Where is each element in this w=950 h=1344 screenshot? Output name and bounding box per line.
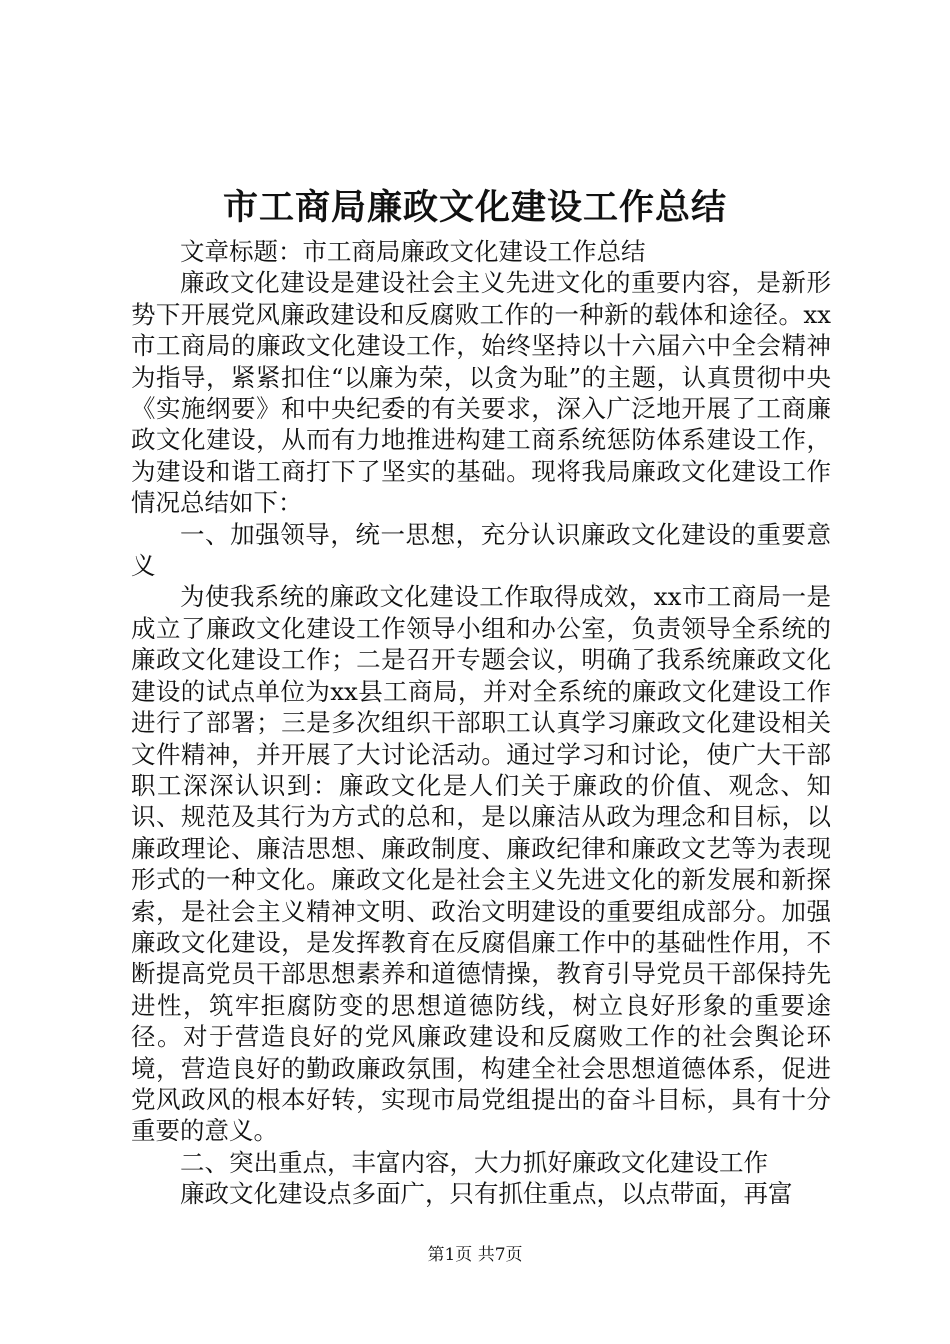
document-title: 市工商局廉政文化建设工作总结 xyxy=(222,187,727,228)
page-number-footer: 第1页 共7页 xyxy=(427,1245,523,1265)
section-heading-2: 二、突出重点，丰富内容，大力抓好廉政文化建设工作 xyxy=(180,1147,768,1177)
paragraph-intro: 廉政文化建设是建设社会主义先进文化的重要内容，是新形势下开展党风廉政建设和反腐败工作的一种新的载体和途径。xx市工商局的廉政文化建设工作，始终坚持以十六届六中全会精神为指导，紧紧扣住“以廉为荣，以贪为耻”的主题，认真贯彻中央《实施纲要》和中央纪委的有关要求，深入广泛地开展了工商廉政文化建设，从而有力地推进构建工商系统惩防体系建设工作，为建设和谐工商打下了坚实的基础。现将我局廉政文化建设工作情况总结如下： xyxy=(131,268,831,518)
document-body xyxy=(131,236,831,1210)
section-heading-1: 一、加强领导，统一思想，充分认识廉政文化建设的重要意义 xyxy=(131,519,831,581)
paragraph-section-2: 廉政文化建设点多面广，只有抓住重点，以点带面，再富 xyxy=(180,1179,793,1209)
article-title-line: 文章标题：市工商局廉政文化建设工作总结 xyxy=(180,237,646,266)
paragraph-section-1: 为使我系统的廉政文化建设工作取得成效，xx市工商局一是成立了廉政文化建设工作领导小组和办公室，负责领导全系统的廉政文化建设工作；二是召开专题会议，明确了我系统廉政文化建设的试点单位为xx县工商局，并对全系统的廉政文化建设工作进行了部署；三是多次组织干部职工认真学习廉政文化建设相关文件精神，并开展了大讨论活动。通过学习和讨论，使广大干部职工深深认识到：廉政文化是人们关于廉政的价值、观念、知识、规范及其行为方式的总和，是以廉洁从政为理念和目标，以廉政理论、廉洁思想、廉政制度、廉政纪律和廉政文艺等为表现形式的一种文化。廉政文化是社会主义先进文化的新发展和新探索，是社会主义精神文明、政治文明建设的重要组成部分。加强廉政文化建设，是发挥教育在反腐倡廉工作中的基础性作用，不断提高党员干部思想素养和道德情操，教育引导党员干部保持先进性，筑牢拒腐防变的思想道德防线，树立良好形象的重要途径。对于营造良好的党风廉政建设和反腐败工作的社会舆论环境，营造良好的勤政廉政氛围，构建全社会思想道德体系，促进党风政风的根本好转，实现市局党组提出的奋斗目标，具有十分重要的意义。 xyxy=(131,582,831,1146)
